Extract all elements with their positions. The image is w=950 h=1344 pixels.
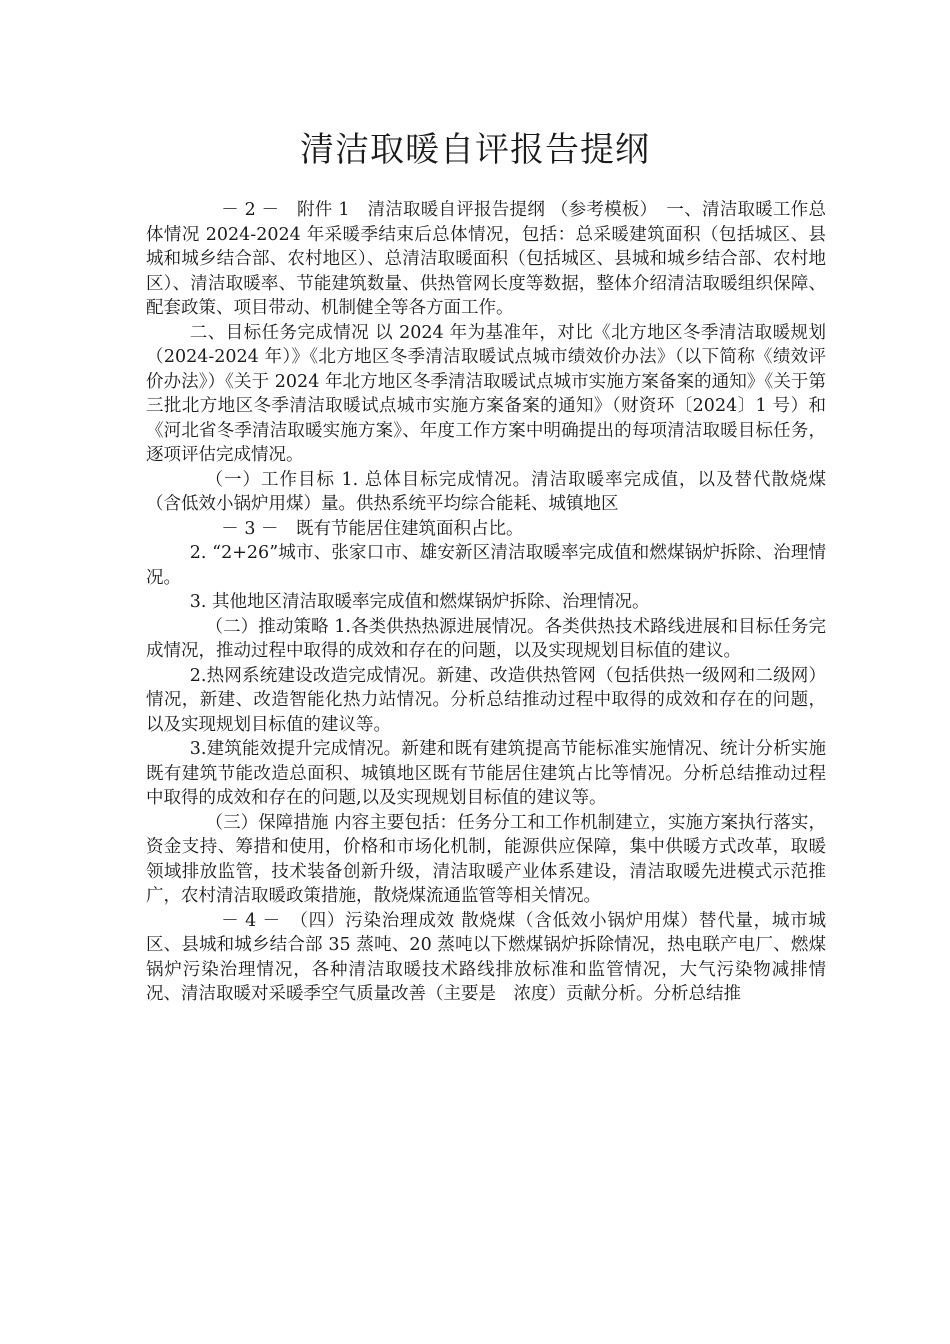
paragraph-safeguards: （三）保障措施 内容主要包括：任务分工和工作机制建立，实施方案执行落实，资金支持、筹措和使用，价格和市场化机制，能源供应保障，集中供暖方式改革，取暖领域排放监管，技术装备创新升级，清洁取暖产业体系建设，清洁取暖先进模式示范推广，农村清洁取暖政策措施，散烧煤流通监管等相关情况。 (146, 812, 826, 906)
paragraph-strategy: （二）推动策略 1.各类供热热源进展情况。各类供热技术路线进展和目标任务完成情况，推动过程中取得的成效和存在的问题，以及实现规划目标值的建议。 (146, 616, 826, 661)
paragraph-building-efficiency: 3.建筑能效提升完成情况。新建和既有建筑提高节能标准实施情况、统计分析实施既有建筑节能改造总面积、城镇地区既有节能居住建筑占比等情况。分析总结推动过程中取得的成效和存在的问题,以及实现规划目标值的建议等。 (146, 739, 826, 808)
paragraph-item-3: 3. 其他地区清洁取暖率完成值和燃煤锅炉拆除、治理情况。 (189, 592, 650, 612)
paragraph-work-goals: （一）工作目标 1. 总体目标完成情况。清洁取暖率完成值，以及替代散烧煤（含低效小锅炉用煤）量。供热系统平均综合能耗、城镇地区 (146, 469, 826, 514)
paragraph-overview: － 2 － 附件 1 清洁取暖自评报告提纲 （参考模板） 一、清洁取暖工作总体情况 2024-2024 年采暖季结束后总体情况，包括：总采暖建筑面积（包括城区、县城和城乡结合部、农村地区）、总清洁取暖面积（包括城区、县城和城乡结合部、农村地区）、清洁取暖率、节能建筑数量、供热管网长度等数据，整体介绍清洁取暖组织保障、配套政策、项目带动、机制健全等各方面工作。 (146, 200, 826, 318)
paragraph-pollution: － 4 － （四）污染治理成效 散烧煤（含低效小锅炉用煤）替代量，城市城区、县城和城乡结合部 35 蒸吨、20 蒸吨以下燃煤锅炉拆除情况，热电联产电厂、燃煤锅炉污染治理情况，各种清洁取暖技术路线排放标准和监管情况，大气污染物减排情况、清洁取暖对采暖季空气质量改善（主要是 浓度）贡献分析。分析总结推 (146, 910, 826, 1004)
paragraph-item-2: 2. “2+26”城市、张家口市、雄安新区清洁取暖率完成值和燃煤锅炉拆除、治理情况。 (146, 543, 826, 588)
paragraph-targets: 二、目标任务完成情况 以 2024 年为基准年，对比《北方地区冬季清洁取暖规划（2024-2024 年）》《北方地区冬季清洁取暖试点城市绩效价办法》（以下简称《绩效评价办法》）《关于 2024 年北方地区冬季清洁取暖试点城市实施方案备案的通知》《关于第三批北方地区冬季清洁取暖试点城市实施方案备案的通知》（财资环〔2024〕1 号）和《河北省冬季清洁取暖实施方案》、年度工作方案中明确提出的每项清洁取暖目标任务，逐项评估完成情况。 (146, 322, 826, 465)
paragraph-heat-network: 2.热网系统建设改造完成情况。新建、改造供热管网（包括供热一级网和二级网）情况，新建、改造智能化热力站情况。分析总结推动过程中取得的成效和存在的问题，以及实现规划目标值的建议等。 (146, 665, 826, 735)
document-body (146, 198, 826, 1007)
paragraph-page-3: － 3 － 既有节能居住建筑面积占比。 (221, 518, 524, 539)
document-title: 清洁取暖自评报告提纲 (300, 130, 650, 170)
